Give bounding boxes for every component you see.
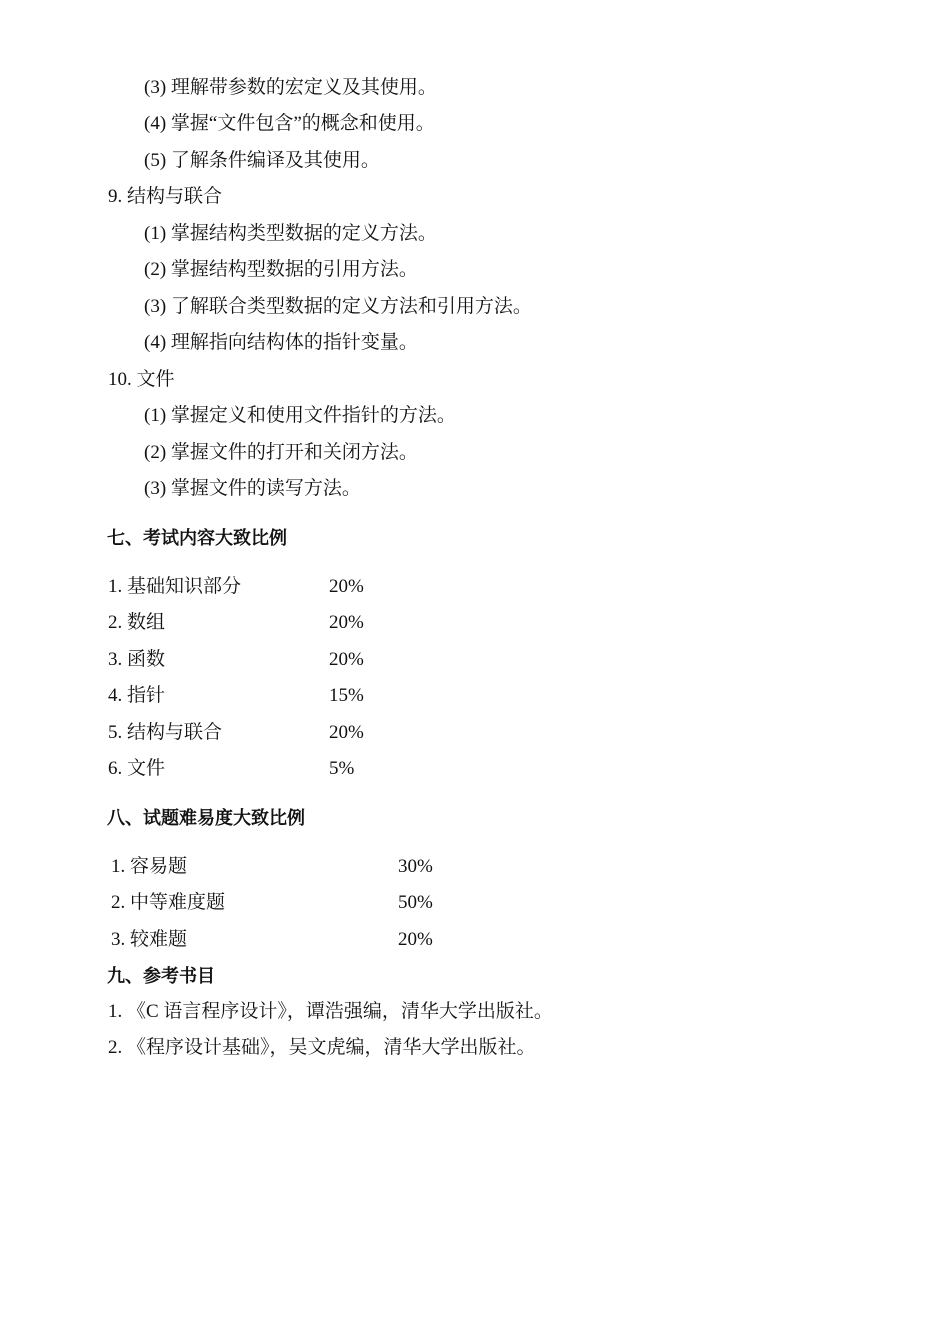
ratio-value: 20% [329,612,364,633]
difficulty-label: 2. 中等难度题 [111,892,226,913]
table-row [0,611,950,635]
table-row [0,855,950,879]
ratio-label: 5. 结构与联合 [108,722,223,743]
table-row [0,575,950,599]
table-row [0,648,950,672]
list-item: (5) 了解条件编译及其使用。 [144,150,380,171]
ratio-value: 20% [329,576,364,597]
table-row [0,891,950,915]
list-item: (2) 掌握文件的打开和关闭方法。 [144,442,418,463]
list-item: (3) 掌握文件的读写方法。 [144,478,361,499]
table-row [0,928,950,952]
ratio-value: 15% [329,685,364,706]
list-item: (4) 理解指向结构体的指针变量。 [144,332,418,353]
table-row [0,684,950,708]
section-title-files: 10. 文件 [108,369,175,390]
table-row [0,721,950,745]
difficulty-label: 1. 容易题 [111,856,188,877]
list-item: (3) 了解联合类型数据的定义方法和引用方法。 [144,296,532,317]
list-item: (1) 掌握结构类型数据的定义方法。 [144,223,437,244]
difficulty-value: 20% [398,929,433,950]
heading-content-ratio: 七、考试内容大致比例 [107,528,287,549]
ratio-label: 2. 数组 [108,612,166,633]
heading-references: 九、参考书目 [107,966,215,987]
list-item: (2) 掌握结构型数据的引用方法。 [144,259,418,280]
heading-difficulty-ratio: 八、试题难易度大致比例 [107,808,305,829]
difficulty-value: 50% [398,892,433,913]
difficulty-label: 3. 较难题 [111,929,188,950]
ratio-label: 3. 函数 [108,649,166,670]
list-item: (4) 掌握“文件包含”的概念和使用。 [144,113,435,134]
ratio-label: 4. 指针 [108,685,166,706]
table-row [0,757,950,781]
ratio-label: 1. 基础知识部分 [108,576,242,597]
ratio-value: 20% [329,649,364,670]
difficulty-value: 30% [398,856,433,877]
ratio-value: 20% [329,722,364,743]
list-item: (1) 掌握定义和使用文件指针的方法。 [144,405,456,426]
section-title-structures: 9. 结构与联合 [108,186,223,207]
ratio-label: 6. 文件 [108,758,166,779]
reference-item: 2. 《程序设计基础》，吴文虎编，清华大学出版社。 [108,1037,536,1058]
list-item: (3) 理解带参数的宏定义及其使用。 [144,77,437,98]
ratio-value: 5% [329,758,355,779]
reference-item: 1. 《C 语言程序设计》，谭浩强编，清华大学出版社。 [108,1001,553,1022]
